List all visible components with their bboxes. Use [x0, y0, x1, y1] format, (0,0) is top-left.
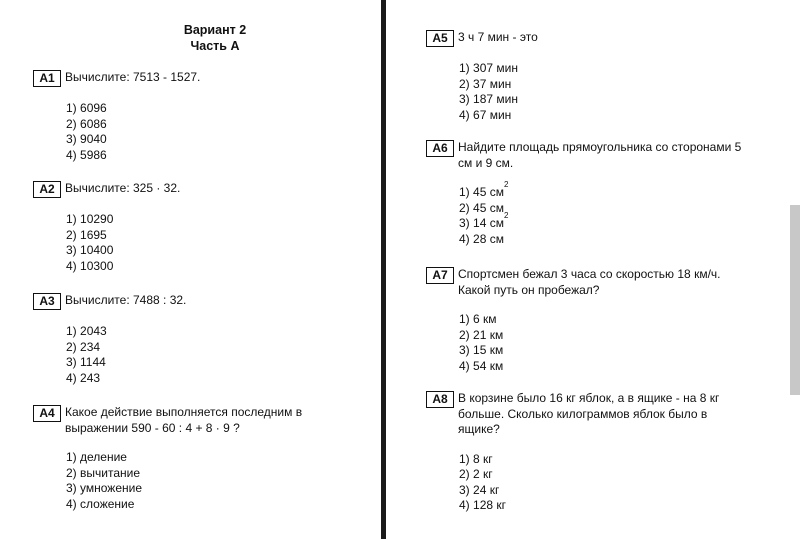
- answer-option: 3) 187 мин: [459, 92, 518, 106]
- answer-option: 4) 243: [66, 370, 101, 385]
- question-label: А3: [33, 293, 61, 310]
- answer-option: 3) 1144: [66, 355, 106, 369]
- question-text: 3 ч 7 мин - это: [458, 30, 538, 44]
- answer-option: 2) 2 кг: [459, 467, 493, 481]
- answer-option: 2) 234: [66, 339, 101, 354]
- question-label: А2: [33, 181, 61, 198]
- answer-option: 4) 67 мин: [459, 107, 512, 122]
- question-label: А7: [426, 267, 454, 284]
- answer-option: 1) 6096: [66, 101, 107, 115]
- question-a7: [426, 267, 746, 374]
- question-a8: [426, 391, 746, 514]
- answer-option: 1) 45 см 2: [459, 180, 509, 199]
- answer-option: 3) 14 см 2: [459, 211, 509, 230]
- page-divider: [381, 0, 386, 539]
- question-a5: [426, 30, 756, 123]
- answer-option: 3) 15 км: [459, 343, 504, 357]
- question-label: А8: [426, 391, 454, 408]
- answer-option: 4) 10300: [66, 258, 114, 273]
- question-text: Вычислите: 7488 : 32.: [65, 293, 187, 307]
- answer-option: 4) 128 кг: [459, 498, 506, 512]
- question-a1: [33, 70, 363, 163]
- variant-header: [150, 22, 280, 54]
- superscript-exponent: 2: [503, 180, 509, 189]
- answer-option: 1) 10290: [66, 212, 114, 226]
- question-text: Вычислите: 7513 - 1527.: [65, 70, 201, 84]
- question-text: Какое действие выполняется последним в выражении 590 - 60 : 4 + 8 · 9 ?: [65, 405, 303, 435]
- page-edge-shadow: [790, 205, 800, 395]
- question-label: А6: [426, 140, 454, 157]
- answer-option: 1) 8 кг: [459, 451, 493, 466]
- question-text: Спортсмен бежал 3 часа со скоростью 18 км/ч. Какой путь он пробежал?: [458, 267, 721, 297]
- question-label: А5: [426, 30, 454, 47]
- question-label: А1: [33, 70, 61, 87]
- answer-option: 2) 21 км: [459, 327, 504, 342]
- answer-option: 3) 9040: [66, 132, 107, 146]
- answer-option: 3) 24 кг: [459, 482, 500, 497]
- answer-option: 2) 37 мин: [459, 76, 512, 91]
- answer-option: 1) 2043: [66, 324, 107, 338]
- answer-option: 1) 307 мин: [459, 61, 518, 75]
- answer-option: 4) 28 см: [459, 231, 504, 246]
- answer-option: 1) 6 км: [459, 312, 497, 326]
- question-text: Вычислите: 325 · 32.: [65, 181, 181, 195]
- answer-option: 2) 45 см: [459, 200, 504, 215]
- answer-option: 3) 10400: [66, 243, 114, 257]
- superscript-exponent: 2: [503, 211, 509, 220]
- question-a2: [33, 181, 363, 274]
- answer-option: 4) 5986: [66, 147, 107, 162]
- answer-option: 2) 6086: [66, 116, 107, 131]
- answer-option: 2) вычитание: [66, 465, 141, 480]
- question-text: Найдите площадь прямоугольника со сторонами 5 см и 9 см.: [458, 140, 742, 170]
- variant-title: Вариант 2: [183, 23, 247, 37]
- answer-option: 4) 54 км: [459, 358, 504, 373]
- question-a4: [33, 405, 363, 512]
- answer-option: 2) 1695: [66, 227, 107, 242]
- part-title: Часть А: [190, 39, 240, 53]
- question-a3: [33, 293, 363, 386]
- answer-option: 3) умножение: [66, 481, 143, 495]
- question-label: А4: [33, 405, 61, 422]
- question-text: В корзине было 16 кг яблок, а в ящике - на 8 кг больше. Сколько килограммов яблок было в ящике?: [458, 391, 720, 436]
- answer-option: 1) деление: [66, 450, 127, 464]
- question-a6: [426, 140, 746, 247]
- answer-option: 4) сложение: [66, 496, 135, 511]
